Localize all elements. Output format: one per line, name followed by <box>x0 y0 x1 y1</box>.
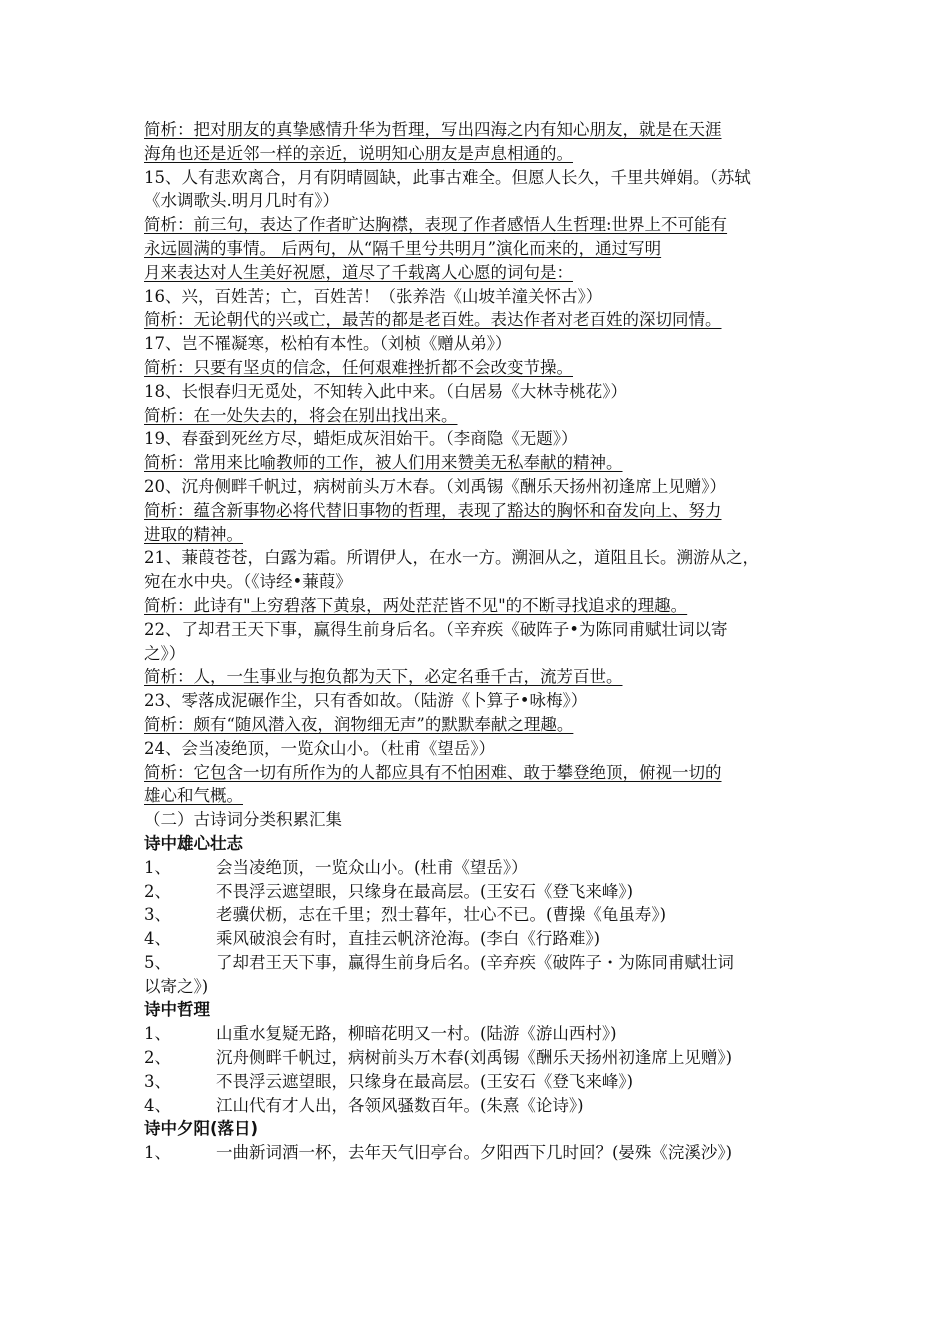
item-number: 5、 <box>144 952 171 972</box>
poem-line: 20、沉舟侧畔千帆过，病树前头万木春。（刘禹锡《酬乐天扬州初逢席上见赠》） <box>144 476 726 496</box>
category-item <box>144 880 810 904</box>
analysis-line: 简析：无论朝代的兴或亡，最苦的都是老百姓。表达作者对老百姓的深切同情。 <box>144 310 722 330</box>
item-text: 乘风破浪会有时，直挂云帆济沧海。(李白《行路难》) <box>216 929 601 949</box>
poem-line: 之》） <box>144 643 186 663</box>
category-item <box>144 903 810 927</box>
analysis-line: 简析：把对朋友的真挚感情升华为哲理，写出四海之内有知心朋友，就是在天涯 <box>144 120 722 139</box>
category-item <box>144 927 810 951</box>
category-heading: 诗中哲理 <box>144 1000 210 1020</box>
section-two-title: （二）古诗词分类积累汇集 <box>144 810 342 830</box>
poem-line: 23、零落成泥碾作尘，只有香如故。（陆游《卜算子•咏梅》） <box>144 691 588 711</box>
analysis-line: 简析：只要有坚贞的信念，任何艰难挫折都不会改变节操。 <box>144 357 573 377</box>
analysis-line: 简析：它包含一切有所作为的人都应具有不怕困难、敢于攀登绝顶，俯视一切的 <box>144 762 722 782</box>
item-number: 1、 <box>144 1143 171 1163</box>
analysis-line: 简析：此诗有"上穷碧落下黄泉，两处茫茫皆不见"的不断寻找追求的理趣。 <box>144 595 688 615</box>
analysis-line: 海角也还是近邻一样的亲近，说明知心朋友是声息相通的。 <box>144 143 573 163</box>
analysis-line: 简析：常用来比喻教师的工作，被人们用来赞美无私奉献的精神。 <box>144 453 623 473</box>
analysis-line: 简析：在一处失去的，将会在别出找出来。 <box>144 405 458 425</box>
item-text: 不畏浮云遮望眼，只缘身在最高层。(王安石《登飞来峰》) <box>216 1071 634 1091</box>
item-text: 沉舟侧畔千帆过，病树前头万木春(刘禹锡《酬乐天扬州初逢席上见赠》) <box>216 1048 733 1068</box>
category-heading: 诗中雄心壮志 <box>144 833 243 853</box>
item-text: 老骥伏枥，志在千里；烈士暮年，壮心不已。(曹操《龟虽寿》) <box>216 905 667 925</box>
category-item <box>144 1046 810 1070</box>
category-heading: 诗中夕阳(落日) <box>144 1119 259 1139</box>
poem-line: 16、兴，百姓苦；亡，百姓苦！（张养浩《山坡羊潼关怀古》） <box>144 286 603 306</box>
category-item <box>144 1022 810 1046</box>
poem-line: 24、会当凌绝顶，一览众山小。（杜甫《望岳》） <box>144 738 495 758</box>
category-item <box>144 1094 810 1118</box>
item-number: 2、 <box>144 1048 171 1068</box>
analysis-line: 永远圆满的事情。 后两句，从“隔千里兮共明月”演化而来的，通过写明 <box>144 238 662 258</box>
item-text: 一曲新词酒一杯，去年天气旧亭台。夕阳西下几时回？(晏殊《浣溪沙》) <box>216 1143 733 1163</box>
item-text-continuation: 以寄之》) <box>144 976 209 996</box>
poem-line: 18、长恨春归无觅处，不知转入此中来。（白居易《大林寺桃花》） <box>144 381 627 401</box>
item-number: 2、 <box>144 881 171 901</box>
item-text: 江山代有才人出，各领风骚数百年。(朱熹《论诗》) <box>216 1095 584 1115</box>
category-item <box>144 951 810 975</box>
poem-line: 宛在水中央。（《诗经•蒹葭》 <box>144 572 352 592</box>
category-item <box>144 1070 810 1094</box>
analysis-line: 月来表达对人生美好祝愿，道尽了千载离人心愿的词句是： <box>144 262 573 282</box>
analysis-line: 简析：前三句，表达了作者旷达胸襟，表现了作者感悟人生哲理:世界上不可能有 <box>144 215 728 235</box>
analysis-line: 进取的精神。 <box>144 524 243 544</box>
category-item <box>144 856 810 880</box>
analysis-line: 简析：颇有“随风潜入夜，润物细无声”的默默奉献之理趣。 <box>144 714 574 734</box>
poem-line: 21、蒹葭苍苍，白露为霜。所谓伊人，在水一方。溯洄从之，道阻且长。溯游从之， <box>144 548 759 568</box>
item-text: 了却君王天下事，赢得生前身后名。(辛弃疾《破阵子・为陈同甫赋壮词 <box>216 952 734 972</box>
analysis-line: 简析：人，一生事业与抱负都为天下，必定名垂千古，流芳百世。 <box>144 667 623 687</box>
poem-line: 《水调歌头.明月几时有》） <box>144 191 339 211</box>
analysis-line: 雄心和气概。 <box>144 786 243 806</box>
poem-line: 19、春蚕到死丝方尽，蜡炬成灰泪始干。（李商隐《无题》） <box>144 429 578 449</box>
poem-analysis-list <box>144 118 810 808</box>
item-number: 1、 <box>144 857 171 877</box>
item-number: 4、 <box>144 929 171 949</box>
item-number: 4、 <box>144 1095 171 1115</box>
item-number: 3、 <box>144 905 171 925</box>
item-text: 会当凌绝顶，一览众山小。(杜甫《望岳》） <box>216 857 528 877</box>
poem-line: 15、人有悲欢离合，月有阴晴圆缺，此事古难全。但愿人长久，千里共婵娟。（苏轼 <box>144 167 751 187</box>
item-number: 1、 <box>144 1024 171 1044</box>
item-number: 3、 <box>144 1071 171 1091</box>
item-text: 山重水复疑无路，柳暗花明又一村。(陆游《游山西村》) <box>216 1024 617 1044</box>
analysis-line: 简析：蕴含新事物必将代替旧事物的哲理，表现了豁达的胸怀和奋发向上、努力 <box>144 500 722 520</box>
poem-line: 17、岂不罹凝寒，松柏有本性。（刘桢《赠从弟》） <box>144 334 512 354</box>
poem-category-groups <box>144 832 810 1165</box>
item-text: 不畏浮云遮望眼，只缘身在最高层。(王安石《登飞来峰》) <box>216 881 634 901</box>
document-page <box>144 118 810 1165</box>
category-item <box>144 1141 810 1165</box>
poem-line: 22、了却君王天下事，赢得生前身后名。（辛弃疾《破阵子•为陈同甫赋壮词以寄 <box>144 619 728 639</box>
